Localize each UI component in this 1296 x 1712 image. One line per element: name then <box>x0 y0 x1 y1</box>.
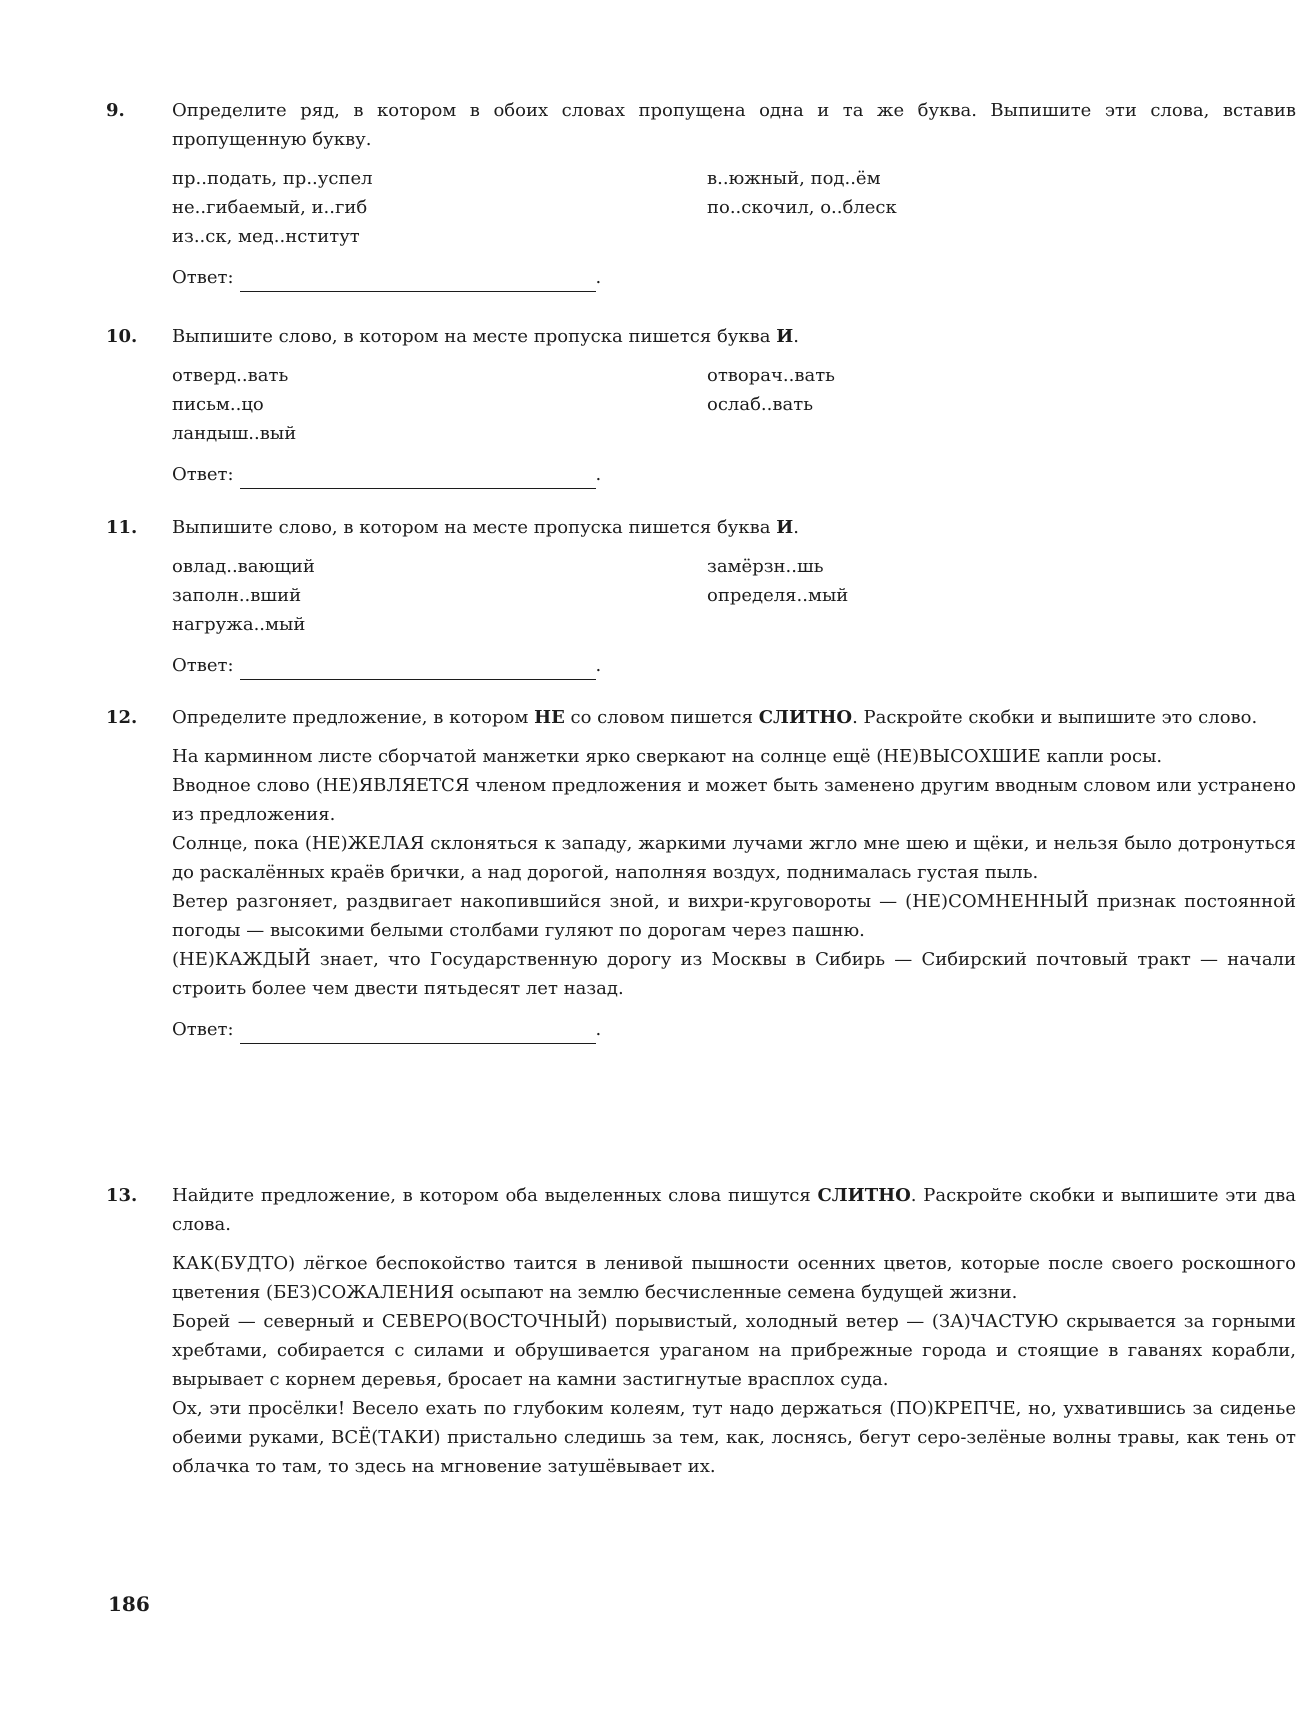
options-right-column <box>707 361 1242 448</box>
sentence-option: Ветер разгоняет, раздвигает накопившийся зной, и вихри-круговороты — (НЕ)СОМНЕННЫЙ признак постоянной погоды — высокими белыми столбами гуляют по дорогам через пашню. <box>172 891 1296 941</box>
task-number: 12. <box>106 707 138 728</box>
sentence-list <box>172 742 1296 1003</box>
task-number: 9. <box>106 100 125 121</box>
sentence-option: На карминном листе сборчатой манжетки ярко сверкают на солнце ещё (НЕ)ВЫСОХШИЕ капли росы. <box>172 746 1163 767</box>
task-question: Определите предложение, в котором НЕ со словом пишется СЛИТНО. Раскройте скобки и выпишите это слово. <box>172 707 1258 728</box>
option-item: отверд..вать <box>172 365 289 386</box>
answer-label: Ответ: <box>172 464 234 485</box>
task-question: Определите ряд, в котором в обоих словах пропущена одна и та же буква. Выпишите эти слова, вставив пропущенную букву. <box>172 100 1296 150</box>
task-11 <box>106 513 1196 680</box>
task-13 <box>106 1181 1296 1481</box>
answer-label: Ответ: <box>172 267 234 288</box>
option-item: овлад..вающий <box>172 556 315 577</box>
sentence-option: Ох, эти просёлки! Весело ехать по глубоким колеям, тут надо держаться (ПО)КРЕПЧЕ, но, ухватившись за сиденье обеими руками, ВСЁ(ТАКИ) пристально следишь за тем, как, лоснясь, бегут серо-зелёные волны травы, как тень от облачка то там, то здесь на мгновение затушёвывает их. <box>172 1398 1296 1477</box>
answer-label: Ответ: <box>172 1019 234 1040</box>
answer-field[interactable] <box>240 269 596 292</box>
option-item: по..скочил, о..блеск <box>707 197 897 218</box>
option-item: замёрзн..шь <box>707 556 824 577</box>
option-item: пр..подать, пр..успел <box>172 168 373 189</box>
task-10 <box>106 322 1196 489</box>
task-question: Найдите предложение, в котором оба выделенных слова пишутся СЛИТНО. Раскройте скобки и выпишите эти два слова. <box>172 1185 1296 1235</box>
option-item: определя..мый <box>707 585 849 606</box>
option-item: из..ск, мед..нститут <box>172 226 360 247</box>
option-item: ландыш..вый <box>172 423 297 444</box>
page-number: 186 <box>108 1592 150 1616</box>
answer-field[interactable] <box>240 466 596 489</box>
task-number: 10. <box>106 326 138 347</box>
task-question: Выпишите слово, в котором на месте пропуска пишется буква И. <box>172 326 799 347</box>
sentence-option: Солнце, пока (НЕ)ЖЕЛАЯ склоняться к западу, жаркими лучами жгло мне шею и щёки, и нельзя было дотронуться до раскалённых краёв брички, а над дорогой, наполняя воздух, поднималась густая пыль. <box>172 833 1296 883</box>
options-left-column <box>172 361 707 448</box>
task-9 <box>106 96 1296 292</box>
answer-row: Ответ: . <box>172 651 1296 680</box>
sentence-list <box>172 1249 1296 1481</box>
option-item: ослаб..вать <box>707 394 813 415</box>
word-options <box>172 361 1296 448</box>
task-question: Выпишите слово, в котором на месте пропуска пишется буква И. <box>172 517 799 538</box>
sentence-option: КАК(БУДТО) лёгкое беспокойство таится в ленивой пышности осенних цветов, которые после своего роскошного цветения (БЕЗ)СОЖАЛЕНИЯ осыпают на землю бесчисленные семена будущей жизни. <box>172 1253 1296 1303</box>
option-item: в..южный, под..ём <box>707 168 881 189</box>
options-left-column <box>172 552 707 639</box>
option-item: не..гибаемый, и..гиб <box>172 197 368 218</box>
sentence-option: (НЕ)КАЖДЫЙ знает, что Государственную дорогу из Москвы в Сибирь — Сибирский почтовый тракт — начали строить более чем двести пятьдесят лет назад. <box>172 949 1296 999</box>
answer-label: Ответ: <box>172 655 234 676</box>
answer-row: Ответ: . <box>172 460 1296 489</box>
word-options <box>172 164 1296 251</box>
option-item: нагружа..мый <box>172 614 306 635</box>
answer-field[interactable] <box>240 657 596 680</box>
sentence-option: Вводное слово (НЕ)ЯВЛЯЕТСЯ членом предложения и может быть заменено другим вводным словом или устранено из предложения. <box>172 775 1296 825</box>
answer-row: Ответ: . <box>172 263 1296 292</box>
task-12 <box>106 703 1296 1044</box>
answer-row: Ответ: . <box>172 1015 1296 1044</box>
option-item: письм..цо <box>172 394 264 415</box>
task-number: 13. <box>106 1185 138 1206</box>
word-options <box>172 552 1296 639</box>
options-right-column <box>707 164 1242 251</box>
task-number: 11. <box>106 517 138 538</box>
option-item: заполн..вший <box>172 585 302 606</box>
option-item: отворач..вать <box>707 365 835 386</box>
options-left-column <box>172 164 707 251</box>
answer-field[interactable] <box>240 1021 596 1044</box>
sentence-option: Борей — северный и СЕВЕРО(ВОСТОЧНЫЙ) порывистый, холодный ветер — (ЗА)ЧАСТУЮ скрывается за горными хребтами, собирается с силами и обрушивается ураганом на прибрежные города и стоящие в гаванях корабли, вырывает с корнем деревья, бросает на камни застигнутые врасплох суда. <box>172 1311 1296 1390</box>
options-right-column <box>707 552 1242 639</box>
